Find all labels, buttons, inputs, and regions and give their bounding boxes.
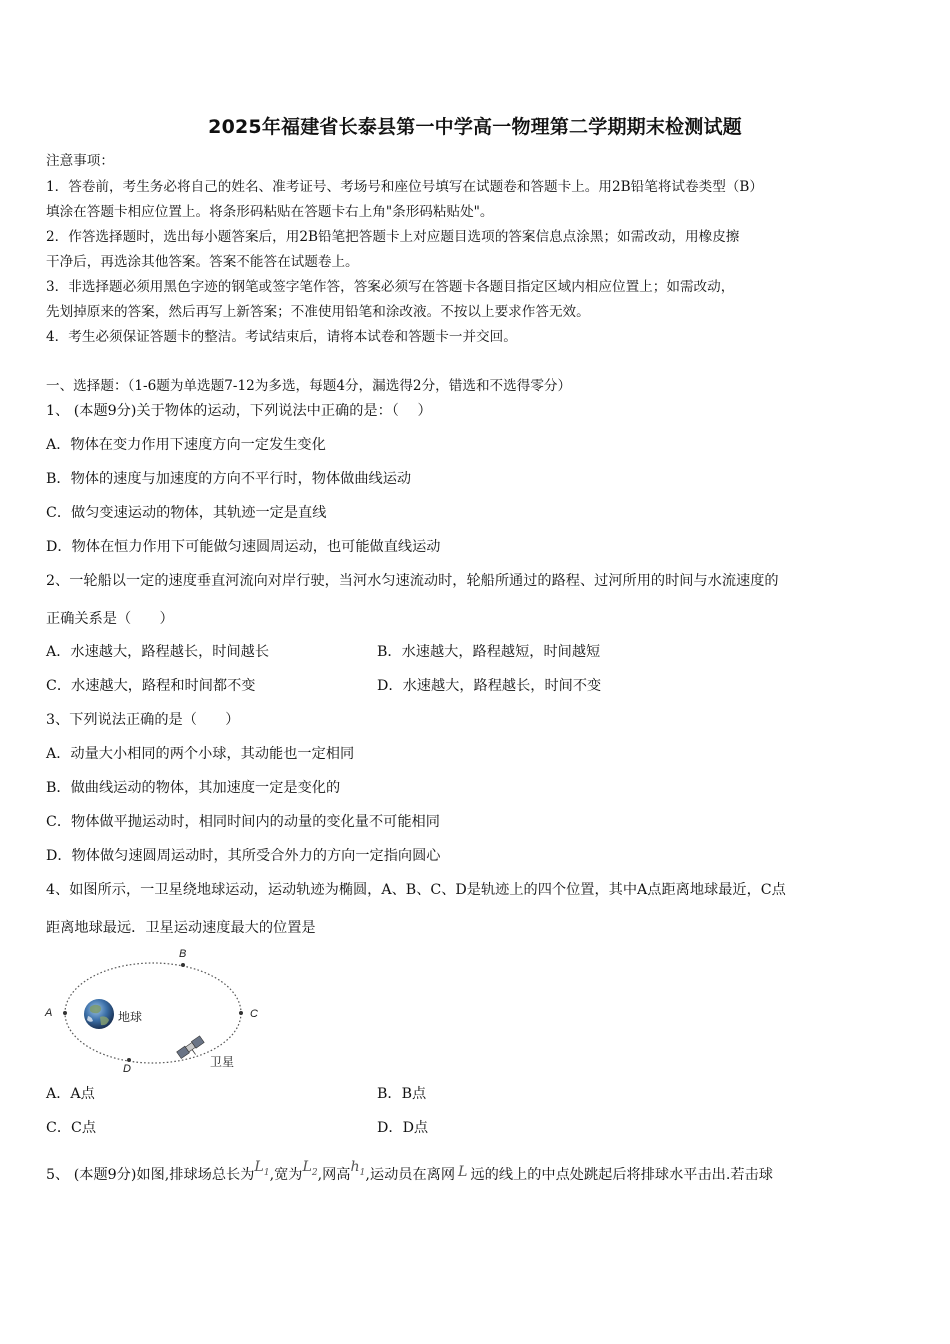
question-4-option-c: C．C点 — [46, 1120, 97, 1136]
var-l1-subscript: 1 — [263, 1167, 270, 1178]
question-1-option-d: D．物体在恒力作用下可能做匀速圆周运动，也可能做直线运动 — [46, 539, 441, 555]
point-d-label: D — [123, 1063, 131, 1073]
point-d-dot — [127, 1058, 131, 1062]
earth-icon — [84, 999, 114, 1029]
point-b-label: B — [179, 948, 187, 960]
question-2-option-a: A．水速越大，路程越长，时间越长 — [46, 644, 270, 660]
question-5-text: ,网高 — [317, 1167, 351, 1183]
question-2-stem-cont: 正确关系是（ ） — [46, 611, 174, 627]
var-l2-subscript: 2 — [311, 1167, 318, 1178]
question-1-option-a: A．物体在变力作用下速度方向一定发生变化 — [46, 437, 326, 453]
notice-line: 填涂在答题卡相应位置上。将条形码粘贴在答题卡右上角"条形码粘贴处"。 — [46, 204, 494, 220]
question-3-stem: 3、下列说法正确的是（ ） — [46, 712, 240, 728]
notice-line: 3．非选择题必须用黑色字迹的钢笔或签字笔作答，答案必须写在答题卡各题目指定区域内相应位置上；如需改动， — [46, 279, 735, 295]
question-4-stem-cont: 距离地球最远．卫星运动速度最大的位置是 — [46, 920, 316, 936]
notice-line: 1．答卷前，考生务必将自己的姓名、准考证号、考场号和座位号填写在试题卷和答题卡上。用2B铅笔将试卷类型（B） — [46, 179, 763, 195]
var-l: L — [458, 1164, 468, 1180]
question-3-option-d: D．物体做匀速圆周运动时，其所受合外力的方向一定指向圆心 — [46, 848, 441, 864]
var-h1 — [350, 1159, 366, 1178]
point-c-label: C — [250, 1008, 258, 1020]
question-4-option-a: A．A点 — [46, 1086, 95, 1102]
point-b-dot — [181, 963, 185, 967]
var-l2 — [302, 1159, 318, 1178]
point-c-dot — [239, 1011, 243, 1015]
question-4-option-b: B．B点 — [377, 1086, 427, 1102]
orbit-figure — [38, 943, 268, 1073]
var-l1 — [254, 1159, 270, 1178]
question-1-stem: 1、 (本题9分)关于物体的运动，下列说法中正确的是：（ ） — [46, 403, 432, 419]
var-h1-subscript: 1 — [359, 1167, 366, 1178]
var-l2-symbol: L — [302, 1159, 312, 1175]
question-5-text: 5、 (本题9分)如图,排球场总长为 — [46, 1167, 255, 1183]
question-4-stem: 4、如图所示，一卫星绕地球运动，运动轨迹为椭圆，A、B、C、D是轨迹上的四个位置，其中A点距离地球最近，C点 — [46, 882, 786, 898]
satellite-icon — [177, 1036, 207, 1063]
satellite-label: 卫星 — [210, 1055, 235, 1069]
question-5-text: ,宽为 — [269, 1167, 303, 1183]
section-heading: 一、选择题：（1-6题为单选题7-12为多选，每题4分，漏选得2分，错选和不选得零分） — [46, 378, 572, 394]
notice-line: 2．作答选择题时，选出每小题答案后，用2B铅笔把答题卡上对应题目选项的答案信息点涂黑；如需改动，用橡皮擦 — [46, 229, 740, 245]
notice-line: 干净后，再选涂其他答案。答案不能答在试题卷上。 — [46, 254, 359, 270]
question-2-stem: 2、一轮船以一定的速度垂直河流向对岸行驶，当河水匀速流动时，轮船所通过的路程、过河所用的时间与水流速度的 — [46, 573, 779, 589]
var-l1-symbol: L — [254, 1159, 264, 1175]
question-3-option-b: B．做曲线运动的物体，其加速度一定是变化的 — [46, 780, 341, 796]
question-5-text: 远的线上的中点处跳起后将排球水平击出.若击球 — [470, 1167, 773, 1183]
question-2-option-c: C．水速越大，路程和时间都不变 — [46, 678, 256, 694]
question-2-option-d: D．水速越大，路程越长，时间不变 — [377, 678, 602, 694]
question-3-option-c: C．物体做平抛运动时，相同时间内的动量的变化量不可能相同 — [46, 814, 440, 830]
point-a-label: A — [45, 1007, 53, 1019]
exam-title: 2025年福建省长泰县第一中学高一物理第二学期期末检测试题 — [208, 116, 742, 138]
question-2-option-b: B．水速越大，路程越短，时间越短 — [377, 644, 601, 660]
earth-label: 地球 — [118, 1010, 143, 1024]
question-5-text: ,运动员在离网 — [365, 1167, 456, 1183]
var-h1-symbol: h — [350, 1159, 360, 1175]
question-5-stem — [46, 1159, 773, 1191]
point-a-dot — [63, 1011, 67, 1015]
notice-heading: 注意事项： — [46, 153, 114, 169]
question-1-option-c: C．做匀变速运动的物体，其轨迹一定是直线 — [46, 505, 327, 521]
notice-line: 先划掉原来的答案，然后再写上新答案；不准使用铅笔和涂改液。不按以上要求作答无效。 — [46, 304, 590, 320]
notice-line: 4．考生必须保证答题卡的整洁。考试结束后，请将本试卷和答题卡一并交回。 — [46, 329, 517, 345]
question-1-option-b: B．物体的速度与加速度的方向不平行时，物体做曲线运动 — [46, 471, 412, 487]
question-3-option-a: A．动量大小相同的两个小球，其动能也一定相同 — [46, 746, 355, 762]
question-4-option-d: D．D点 — [377, 1120, 429, 1136]
